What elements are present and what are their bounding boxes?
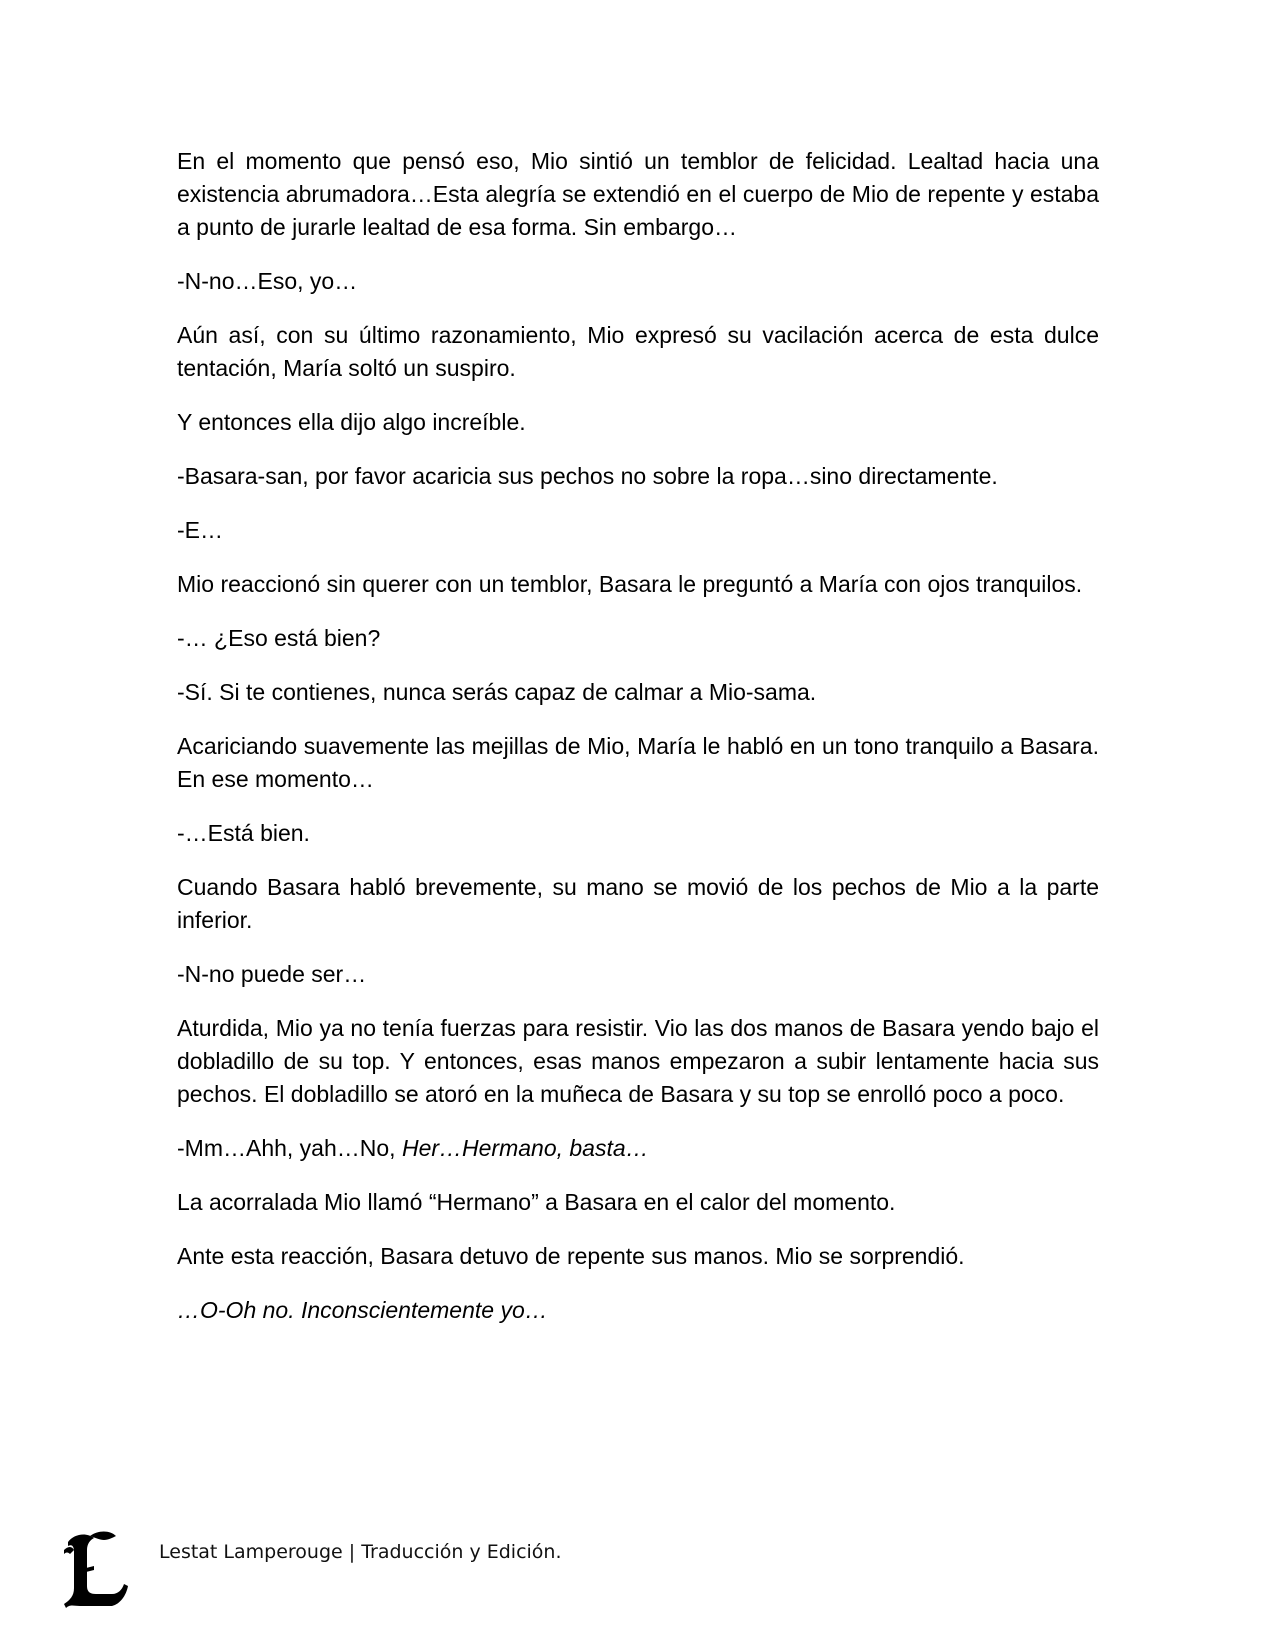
- paragraph-15-italic-text: Her…Hermano, basta…: [401, 1135, 649, 1161]
- paragraph-6: -E…: [177, 517, 223, 543]
- paragraph-11: -…Está bien.: [177, 820, 310, 846]
- paragraph-12: Cuando Basara habló brevemente, su mano se movió de los pechos de Mio a la parte inferior.: [177, 874, 1099, 933]
- paragraph-3: Aún así, con su último razonamiento, Mio expresó su vacilación acerca de esta dulce tentación, María soltó un suspiro.: [177, 322, 1099, 381]
- paragraph-7: Mio reaccionó sin querer con un temblor, Basara le preguntó a María con ojos tranquilos.: [177, 571, 1083, 597]
- gothic-letter-l-logo-icon: [60, 1530, 132, 1610]
- paragraph-18: …O-Oh no. Inconscientemente yo…: [177, 1297, 548, 1323]
- paragraph-1: En el momento que pensó eso, Mio sintió un temblor de felicidad. Lealtad hacia una existencia abrumadora…Esta alegría se extendió en el cuerpo de Mio de repente y estaba a punto de jurarle lealtad de esa forma. Sin embargo…: [177, 148, 1099, 240]
- page-footer: [60, 1530, 760, 1610]
- paragraph-13: -N-no puede ser…: [177, 961, 367, 987]
- paragraph-5: -Basara-san, por favor acaricia sus pechos no sobre la ropa…sino directamente.: [177, 463, 998, 489]
- paragraph-8: -… ¿Eso está bien?: [177, 625, 381, 651]
- paragraph-2: -N-no…Eso, yo…: [177, 268, 358, 294]
- paragraph-17: Ante esta reacción, Basara detuvo de repente sus manos. Mio se sorprendió.: [177, 1243, 965, 1269]
- paragraph-15: [177, 1132, 1099, 1165]
- footer-credit: Lestat Lamperouge | Traducción y Edición.: [159, 1541, 562, 1563]
- page-body: [177, 145, 1099, 1348]
- paragraph-10: Acariciando suavemente las mejillas de Mio, María le habló en un tono tranquilo a Basara. En ese momento…: [177, 733, 1099, 792]
- paragraph-14: Aturdida, Mio ya no tenía fuerzas para resistir. Vio las dos manos de Basara yendo bajo el dobladillo de su top. Y entonces, esas manos empezaron a subir lentamente hacia sus pechos. El dobladillo se atoró en la muñeca de Basara y su top se enrolló poco a poco.: [177, 1015, 1099, 1107]
- paragraph-16: La acorralada Mio llamó “Hermano” a Basara en el calor del momento.: [177, 1189, 896, 1215]
- paragraph-9: -Sí. Si te contienes, nunca serás capaz de calmar a Mio-sama.: [177, 679, 817, 705]
- paragraph-4: Y entonces ella dijo algo increíble.: [177, 409, 526, 435]
- paragraph-15-text: -Mm…Ahh, yah…No,: [177, 1135, 402, 1161]
